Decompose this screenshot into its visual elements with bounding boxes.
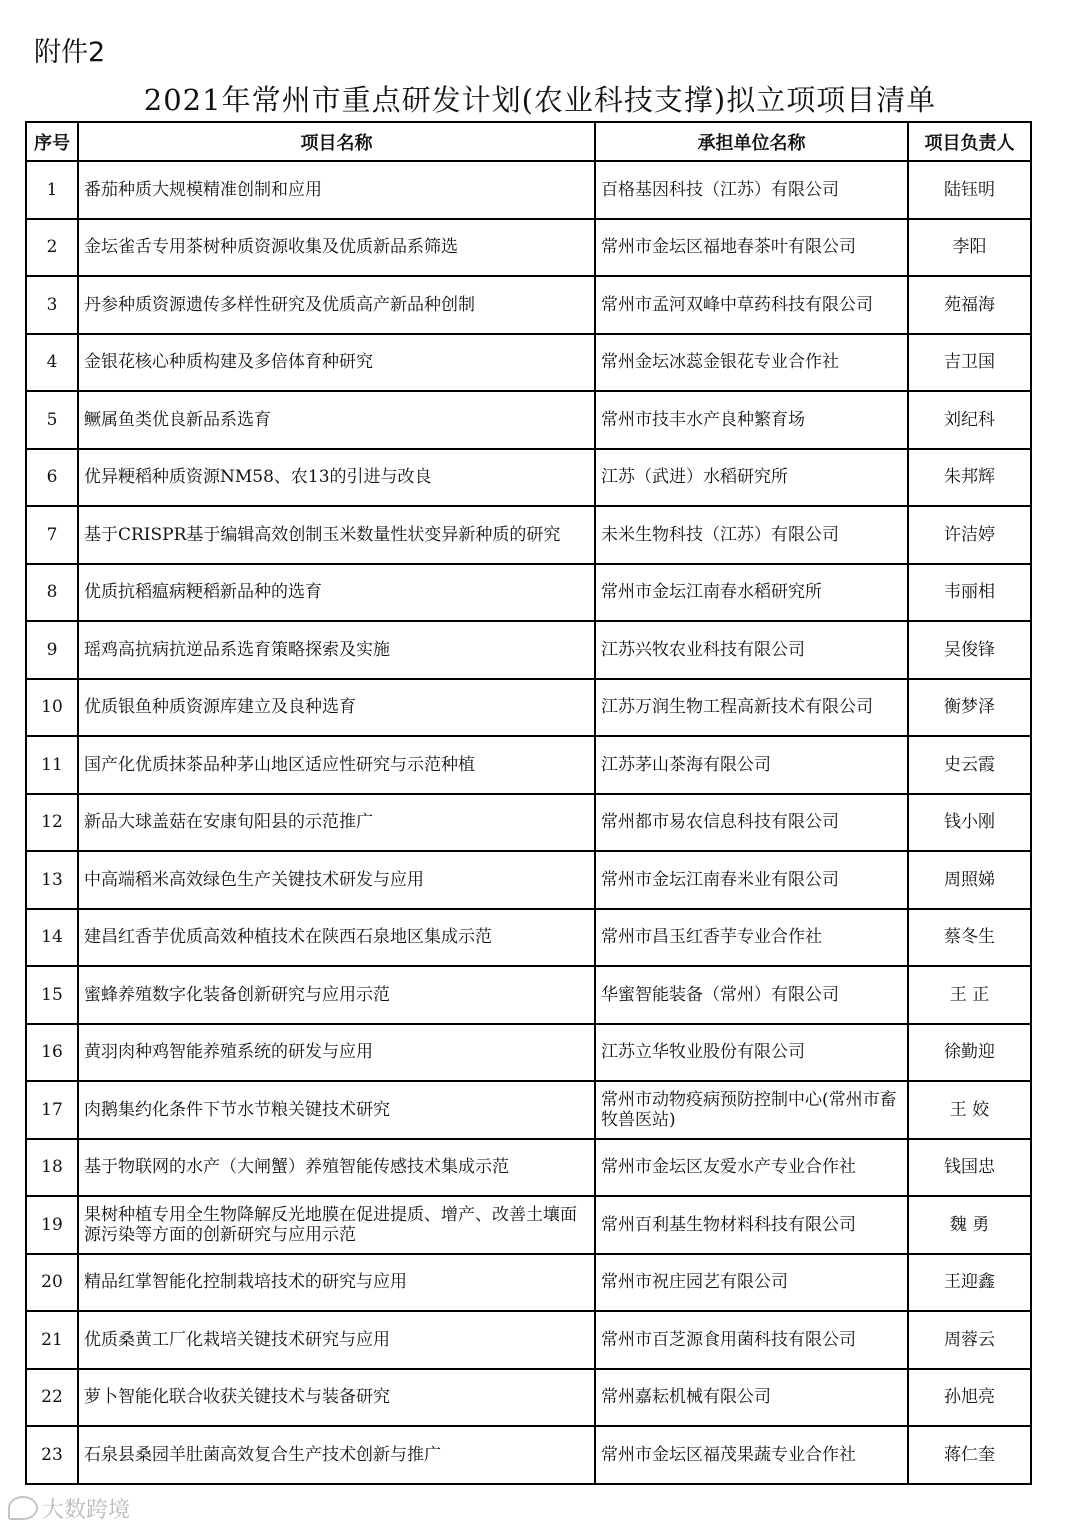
row-project-name: 萝卜智能化联合收获关键技术与装备研究 (78, 1369, 595, 1427)
row-project-leader: 李阳 (908, 219, 1031, 277)
row-project-leader: 魏 勇 (908, 1196, 1031, 1254)
row-serial: 21 (26, 1311, 78, 1369)
row-project-leader: 许洁婷 (908, 506, 1031, 564)
table-row (26, 736, 1031, 794)
row-serial: 11 (26, 736, 78, 794)
table-row (26, 161, 1031, 219)
row-unit-name: 常州市金坛区福茂果蔬专业合作社 (595, 1426, 908, 1484)
row-serial: 20 (26, 1254, 78, 1312)
table-row (26, 679, 1031, 737)
row-project-leader: 陆钰明 (908, 161, 1031, 219)
table-row (26, 1369, 1031, 1427)
row-unit-name: 常州市祝庄园艺有限公司 (595, 1254, 908, 1312)
row-project-leader: 史云霞 (908, 736, 1031, 794)
row-project-leader: 蔡冬生 (908, 909, 1031, 967)
table-row (26, 1081, 1031, 1139)
row-project-name: 瑶鸡高抗病抗逆品系选育策略探索及实施 (78, 621, 595, 679)
row-project-leader: 衡梦泽 (908, 679, 1031, 737)
row-project-name: 石泉县桑园羊肚菌高效复合生产技术创新与推广 (78, 1426, 595, 1484)
row-project-name: 黄羽肉种鸡智能养殖系统的研发与应用 (78, 1024, 595, 1082)
row-project-name: 基于物联网的水产（大闸蟹）养殖智能传感技术集成示范 (78, 1139, 595, 1197)
row-project-name: 国产化优质抹茶品种茅山地区适应性研究与示范种植 (78, 736, 595, 794)
table-row (26, 794, 1031, 852)
row-serial: 17 (26, 1081, 78, 1139)
row-serial: 14 (26, 909, 78, 967)
table-row (26, 276, 1031, 334)
row-project-leader: 王迎鑫 (908, 1254, 1031, 1312)
table-row (26, 1024, 1031, 1082)
row-unit-name: 常州金坛冰蕊金银花专业合作社 (595, 334, 908, 392)
row-serial: 16 (26, 1024, 78, 1082)
table-row (26, 966, 1031, 1024)
project-table (25, 121, 1032, 1485)
header-project-leader: 项目负责人 (908, 122, 1031, 161)
row-unit-name: 江苏茅山茶海有限公司 (595, 736, 908, 794)
row-project-name: 优质银鱼种质资源库建立及良种选育 (78, 679, 595, 737)
row-unit-name: 江苏万润生物工程高新技术有限公司 (595, 679, 908, 737)
table-row (26, 506, 1031, 564)
row-serial: 10 (26, 679, 78, 737)
row-unit-name: 江苏立华牧业股份有限公司 (595, 1024, 908, 1082)
row-serial: 19 (26, 1196, 78, 1254)
table-row (26, 564, 1031, 622)
row-project-name: 新品大球盖菇在安康旬阳县的示范推广 (78, 794, 595, 852)
row-project-name: 鳜属鱼类优良新品系选育 (78, 391, 595, 449)
row-serial: 15 (26, 966, 78, 1024)
table-row (26, 909, 1031, 967)
header-serial: 序号 (26, 122, 78, 161)
row-unit-name: 常州市动物疫病预防控制中心(常州市畜牧兽医站) (595, 1081, 908, 1139)
row-project-name: 优质桑黄工厂化栽培关键技术研究与应用 (78, 1311, 595, 1369)
row-serial: 13 (26, 851, 78, 909)
row-project-name: 中高端稻米高效绿色生产关键技术研发与应用 (78, 851, 595, 909)
header-project-name: 项目名称 (78, 122, 595, 161)
row-serial: 8 (26, 564, 78, 622)
row-project-leader: 吉卫国 (908, 334, 1031, 392)
row-project-name: 金坛雀舌专用茶树种质资源收集及优质新品系筛选 (78, 219, 595, 277)
row-project-leader: 韦丽相 (908, 564, 1031, 622)
row-unit-name: 未米生物科技（江苏）有限公司 (595, 506, 908, 564)
row-serial: 2 (26, 219, 78, 277)
table-row (26, 1311, 1031, 1369)
row-project-name: 基于CRISPR基于编辑高效创制玉米数量性状变异新种质的研究 (78, 506, 595, 564)
table-row (26, 621, 1031, 679)
table-header-row (26, 122, 1031, 161)
table-row (26, 449, 1031, 507)
row-serial: 23 (26, 1426, 78, 1484)
row-serial: 4 (26, 334, 78, 392)
row-unit-name: 华蜜智能装备（常州）有限公司 (595, 966, 908, 1024)
row-project-leader: 刘纪科 (908, 391, 1031, 449)
row-unit-name: 常州市金坛江南春米业有限公司 (595, 851, 908, 909)
row-serial: 1 (26, 161, 78, 219)
row-project-leader: 王 姣 (908, 1081, 1031, 1139)
row-project-leader: 苑福海 (908, 276, 1031, 334)
watermark-text: 大数跨境 (42, 1498, 131, 1523)
row-serial: 22 (26, 1369, 78, 1427)
row-project-name: 优异粳稻种质资源NM58、农13的引进与改良 (78, 449, 595, 507)
row-serial: 9 (26, 621, 78, 679)
row-unit-name: 常州市金坛江南春水稻研究所 (595, 564, 908, 622)
row-unit-name: 常州市百芝源食用菌科技有限公司 (595, 1311, 908, 1369)
row-project-leader: 钱小刚 (908, 794, 1031, 852)
row-project-leader: 蒋仁奎 (908, 1426, 1031, 1484)
row-project-name: 番茄种质大规模精准创制和应用 (78, 161, 595, 219)
row-unit-name: 常州市昌玉红香芋专业合作社 (595, 909, 908, 967)
row-serial: 7 (26, 506, 78, 564)
row-unit-name: 百格基因科技（江苏）有限公司 (595, 161, 908, 219)
row-project-leader: 吴俊锋 (908, 621, 1031, 679)
row-project-name: 蜜蜂养殖数字化装备创新研究与应用示范 (78, 966, 595, 1024)
row-project-name: 建昌红香芋优质高效种植技术在陕西石泉地区集成示范 (78, 909, 595, 967)
table-row (26, 219, 1031, 277)
row-unit-name: 江苏兴牧农业科技有限公司 (595, 621, 908, 679)
row-project-leader: 孙旭亮 (908, 1369, 1031, 1427)
brand-logo-icon (8, 1496, 38, 1520)
row-serial: 18 (26, 1139, 78, 1197)
row-serial: 12 (26, 794, 78, 852)
row-project-leader: 周照娣 (908, 851, 1031, 909)
row-project-name: 肉鹅集约化条件下节水节粮关键技术研究 (78, 1081, 595, 1139)
table-body (26, 161, 1031, 1484)
row-unit-name: 江苏（武进）水稻研究所 (595, 449, 908, 507)
table-row (26, 1196, 1031, 1254)
row-project-name: 优质抗稻瘟病粳稻新品种的选育 (78, 564, 595, 622)
page-title: 2021年常州市重点研发计划(农业科技支撑)拟立项项目清单 (143, 83, 937, 117)
row-project-name: 果树种植专用全生物降解反光地膜在促进提质、增产、改善土壤面源污染等方面的创新研究与应用示范 (78, 1196, 595, 1254)
table-row (26, 334, 1031, 392)
row-serial: 3 (26, 276, 78, 334)
row-serial: 6 (26, 449, 78, 507)
row-serial: 5 (26, 391, 78, 449)
row-unit-name: 常州都市易农信息科技有限公司 (595, 794, 908, 852)
row-unit-name: 常州市金坛区福地春茶叶有限公司 (595, 219, 908, 277)
row-project-leader: 钱国忠 (908, 1139, 1031, 1197)
row-project-leader: 王 正 (908, 966, 1031, 1024)
row-project-name: 金银花核心种质构建及多倍体育种研究 (78, 334, 595, 392)
row-unit-name: 常州嘉耘机械有限公司 (595, 1369, 908, 1427)
row-project-leader: 朱邦辉 (908, 449, 1031, 507)
row-project-name: 精品红掌智能化控制栽培技术的研究与应用 (78, 1254, 595, 1312)
table-row (26, 1139, 1031, 1197)
attachment-label: 附件2 (34, 37, 106, 68)
row-project-name: 丹参种质资源遗传多样性研究及优质高产新品种创制 (78, 276, 595, 334)
row-project-leader: 周蓉云 (908, 1311, 1031, 1369)
table-row (26, 1426, 1031, 1484)
row-unit-name: 常州市孟河双峰中草药科技有限公司 (595, 276, 908, 334)
table-row (26, 851, 1031, 909)
header-unit-name: 承担单位名称 (595, 122, 908, 161)
watermark (8, 1493, 130, 1524)
row-unit-name: 常州市技丰水产良种繁育场 (595, 391, 908, 449)
row-unit-name: 常州百利基生物材料科技有限公司 (595, 1196, 908, 1254)
table-row (26, 1254, 1031, 1312)
table-row (26, 391, 1031, 449)
row-unit-name: 常州市金坛区友爱水产专业合作社 (595, 1139, 908, 1197)
row-project-leader: 徐勤迎 (908, 1024, 1031, 1082)
